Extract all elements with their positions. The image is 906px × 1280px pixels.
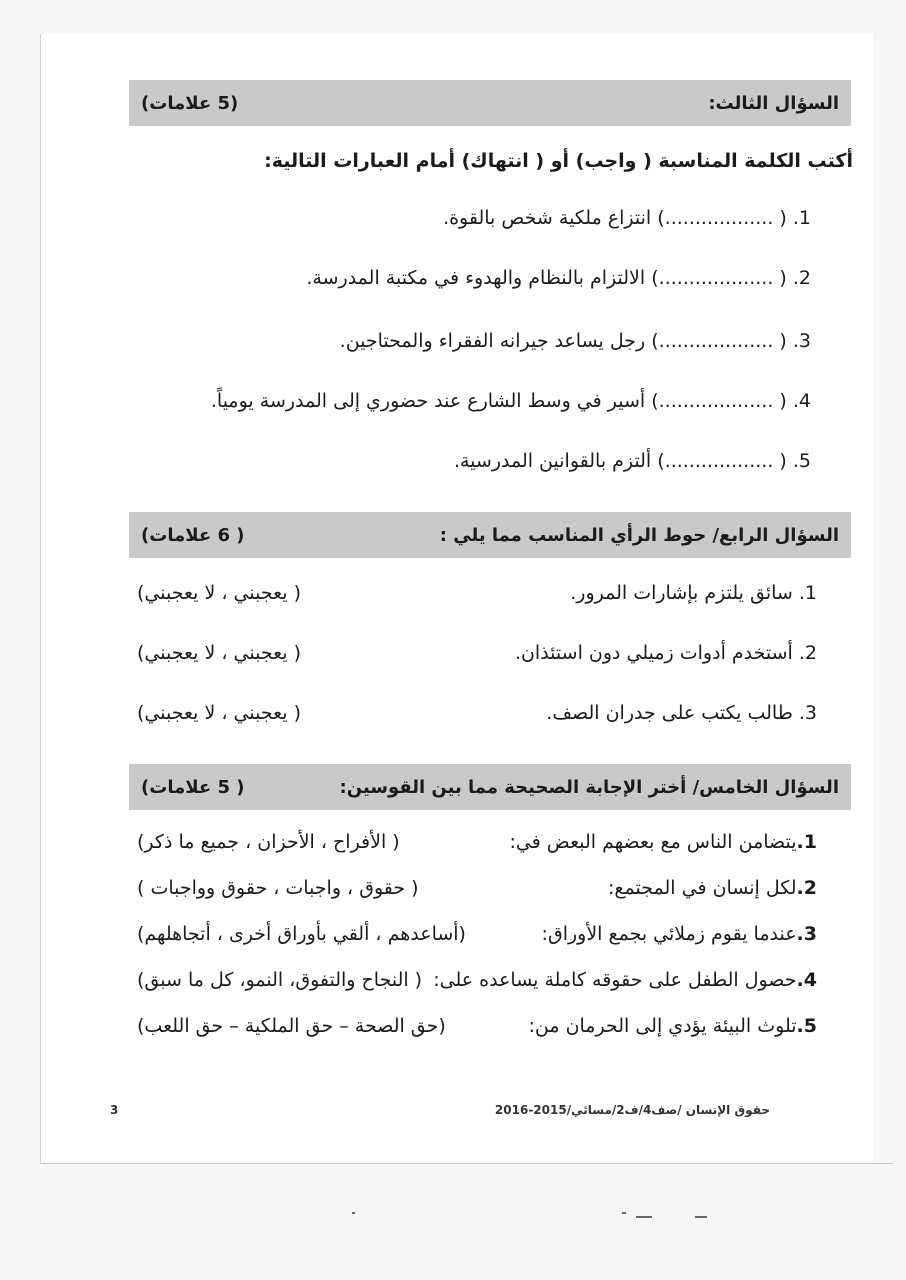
q5-item-3 (137, 923, 817, 945)
q5-item-4 (137, 969, 817, 991)
q3-instruction: أكتب الكلمة المناسبة ( واجب) أو ( انتهاك) أمام العبارات التالية: (264, 150, 853, 172)
q5-item-text: يتضامن الناس مع بعضهم البعض في: (509, 831, 797, 853)
q4-item-choice: ( يعجبني ، لا يعجبني) (137, 702, 301, 724)
q5-item-number: 2. (796, 877, 817, 899)
q5-item-choice: ( الأفراح ، الأحزان ، جميع ما ذكر) (137, 831, 400, 853)
q4-item-text: 1. سائق يلتزم بإشارات المرور. (570, 582, 817, 604)
q5-item-text: تلوث البيئة يؤدي إلى الحرمان من: (528, 1015, 797, 1037)
q5-title: السؤال الخامس/ أختر الإجابة الصحيحة مما بين القوسين: (339, 776, 839, 798)
q4-header (129, 512, 851, 558)
q5-item-choice: (حق الصحة – حق الملكية – حق اللعب) (137, 1015, 446, 1037)
q3-item-1: 1. ( ..................) انتزاع ملكية شخص بالقوة. (443, 207, 811, 229)
q3-title: السؤال الثالث: (708, 92, 839, 114)
q4-item-choice: ( يعجبني ، لا يعجبني) (137, 642, 301, 664)
q3-item-4: 4. ( ...................) أسير في وسط الشارع عند حضوري إلى المدرسة يومياً. (210, 390, 811, 412)
q3-item-5: 5. ( ..................) ألتزم بالقوانين المدرسية. (453, 450, 811, 472)
q4-item-1 (137, 582, 817, 604)
q5-item-5 (137, 1015, 817, 1037)
page-number: 3 (110, 1103, 119, 1117)
q5-item-2 (137, 877, 817, 899)
q5-item-number: 3. (796, 923, 817, 945)
q5-marks: ( 5 علامات) (141, 776, 245, 798)
q3-item-2: 2. ( ...................) الالتزام بالنظام والهدوء في مكتبة المدرسة. (306, 267, 811, 289)
q4-marks: ( 6 علامات) (141, 524, 245, 546)
worksheet-page (40, 34, 873, 1164)
q5-item-choice: ( النجاح والتفوق، النمو، كل ما سبق) (137, 969, 423, 991)
q4-item-text: 3. طالب يكتب على جدران الصف. (546, 702, 817, 724)
q4-item-choice: ( يعجبني ، لا يعجبني) (137, 582, 301, 604)
q5-header (129, 764, 851, 810)
scan-specks (340, 1212, 740, 1226)
q4-item-2 (137, 642, 817, 664)
q3-marks: (5 علامات) (141, 92, 239, 114)
page-footer (110, 1103, 770, 1117)
footer-subject: حقوق الإنسان /صف4/ف2/مسائي/2015-2016 (494, 1103, 770, 1117)
q3-header (129, 80, 851, 126)
q3-item-3: 3. ( ...................) رجل يساعد جيرانه الفقراء والمحتاجين. (339, 330, 811, 352)
q5-item-text: لكل إنسان في المجتمع: (608, 877, 797, 899)
q5-item-choice: (أساعدهم ، ألقي بأوراق أخرى ، أتجاهلهم) (137, 923, 466, 945)
q5-item-number: 5. (796, 1015, 817, 1037)
q5-item-number: 4. (796, 969, 817, 991)
q5-item-1 (137, 831, 817, 853)
q5-item-text: عندما يقوم زملائي بجمع الأوراق: (541, 923, 797, 945)
q4-item-text: 2. أستخدم أدوات زميلي دون استئذان. (514, 642, 817, 664)
q4-title: السؤال الرابع/ حوط الرأي المناسب مما يلي : (439, 524, 839, 546)
q4-item-3 (137, 702, 817, 724)
q5-item-text: حصول الطفل على حقوقه كاملة يساعده على: (433, 969, 797, 991)
q5-item-choice: ( حقوق ، واجبات ، حقوق وواجبات ) (137, 877, 419, 899)
q5-item-number: 1. (796, 831, 817, 853)
